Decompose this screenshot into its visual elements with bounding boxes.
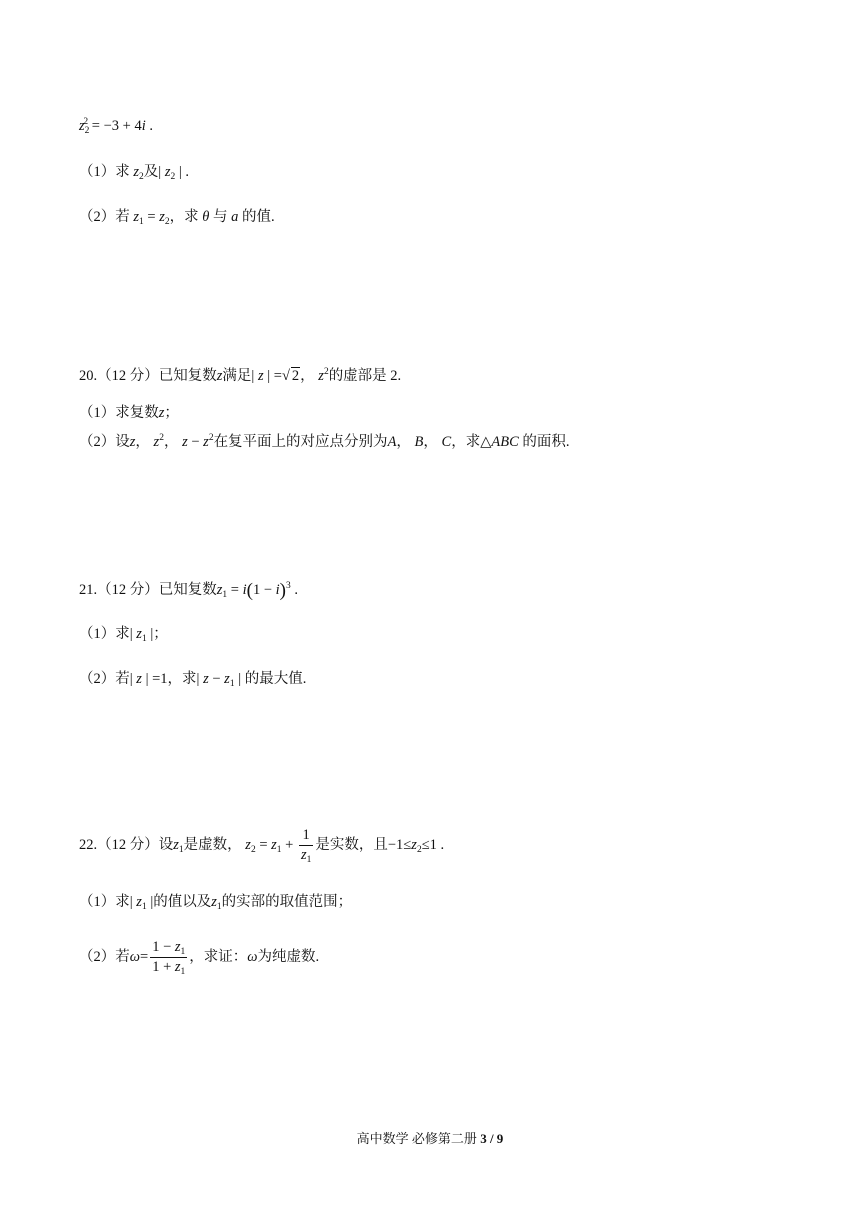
part-1-line: （1）求 $z_2$及| $z_2$ | . — [79, 164, 189, 182]
question-21-part-1: （1）求| $z_1$ |； — [79, 626, 168, 644]
question-21: 21.（12 分）已知复数$z_1 = i(1 - i)^3$ . — [79, 580, 298, 601]
question-20-part-2: （2）设z， $z^2$， $z - z^2$在复平面上的对应点分别为A， B， C，求△ABC 的面积. — [79, 433, 570, 450]
question-22-part-2: （2）若ω= $\frac{1 - z_1}{1 + z_1}$ ，求证：ω为纯虚数. — [79, 939, 320, 978]
page-number: 3 / 9 — [480, 1131, 504, 1146]
question-22: 22.（12 分）设$z_1$是虚数， $z_2 = z_1$ + $\frac{1}{z_1}$ 是实数，且$-1\le z_2\le 1$ . — [79, 827, 445, 866]
question-21-part-2: （2）若| z | =1，求| $z - z_1$ | 的最大值. — [79, 671, 307, 689]
question-20-part-1: （1）求复数z； — [79, 405, 179, 421]
question-20: 20.（12 分）已知复数z满足| z | =√ 2， $z^2$的虚部是 2. — [79, 367, 402, 384]
footer-title: 高中数学 必修第二册 — [356, 1131, 477, 1146]
question-22-part-1: （1）求| $z_1$ |的值以及$z_1$的实部的取值范围； — [79, 894, 353, 912]
part-2-line: （2）若 $z_1 = z_2$，求 θ 与 a 的值. — [79, 209, 275, 227]
equation-z2-squared: $z_2^2 = -3 + 4i$ . — [79, 117, 153, 136]
page-footer — [0, 1128, 860, 1147]
